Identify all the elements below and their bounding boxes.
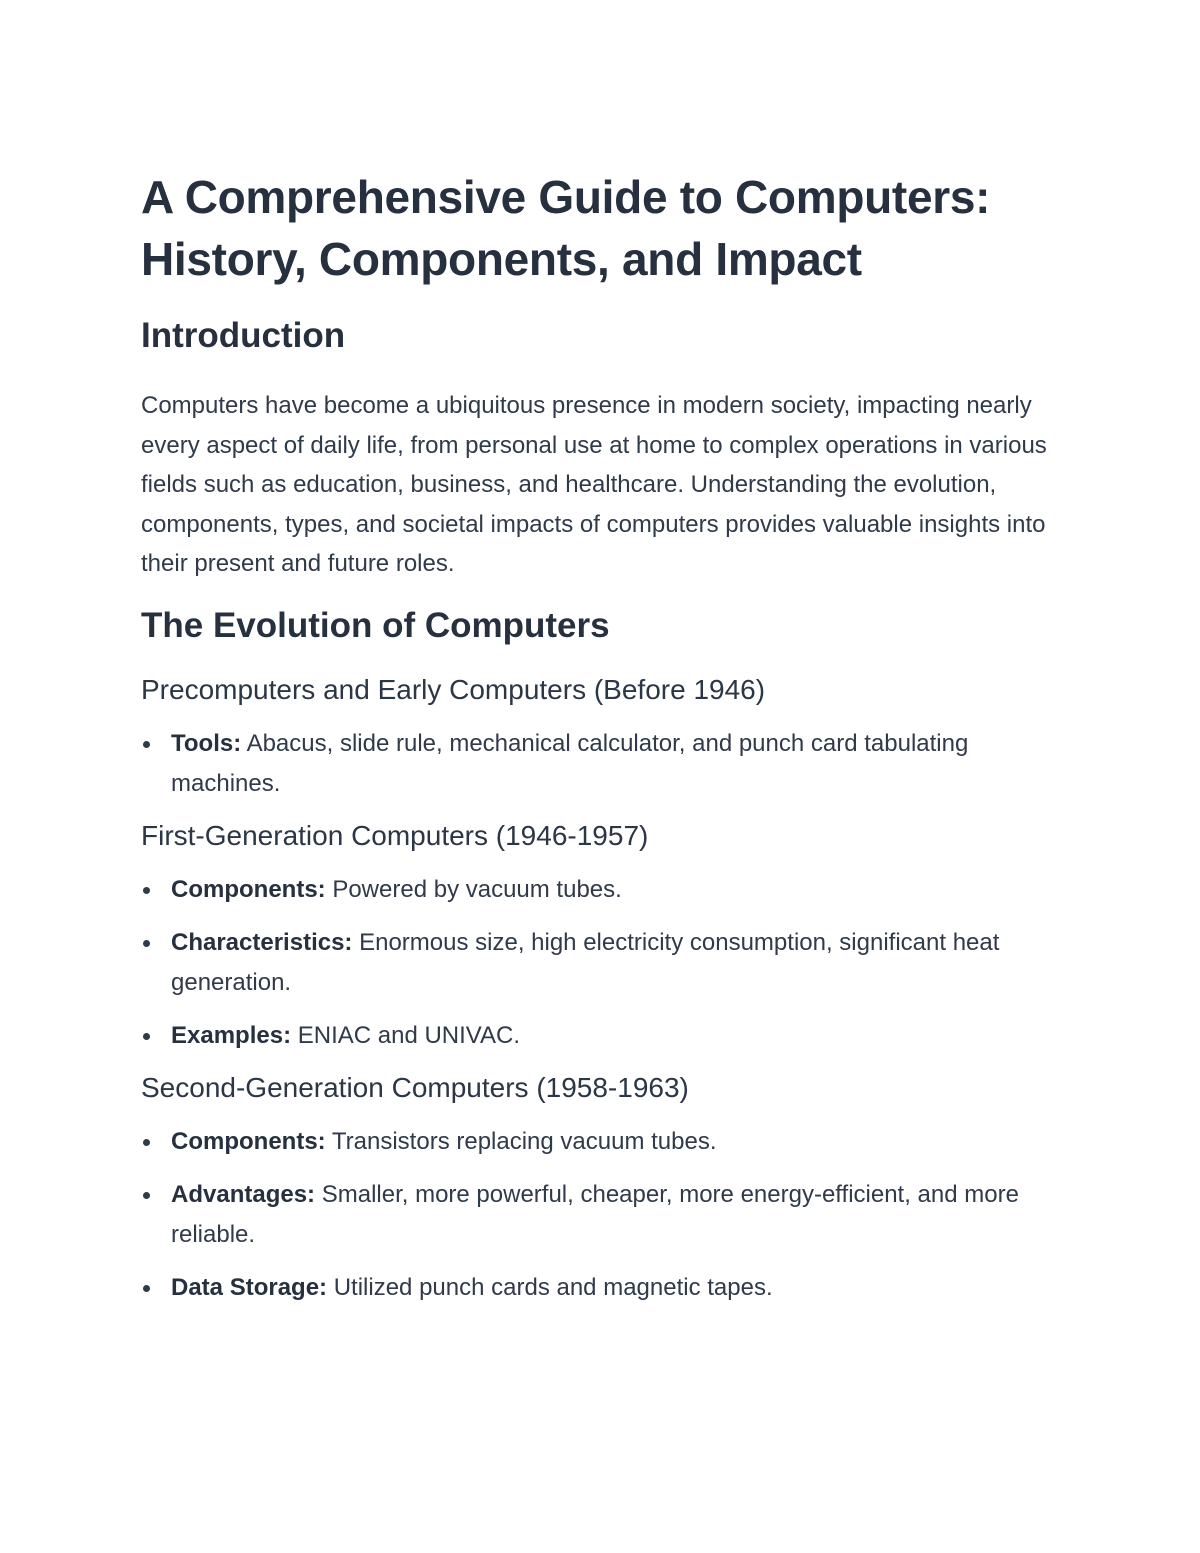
- subsection-heading-precomputers: Precomputers and Early Computers (Before 1946): [141, 673, 766, 705]
- list-item-label: Advantages:: [171, 1180, 316, 1208]
- bullet-dot-icon: [143, 1139, 150, 1146]
- list-item-label: Tools:: [171, 729, 242, 757]
- subsection-heading-first-generation: First-Generation Computers (1946-1957): [141, 819, 649, 851]
- list-item-text: Utilized punch cards and magnetic tapes.: [327, 1273, 773, 1301]
- bullet-list-precomputers: [141, 724, 1061, 804]
- list-item: [141, 870, 1061, 910]
- list-item: [141, 1016, 1061, 1056]
- list-item-text: Transistors replacing vacuum tubes.: [325, 1127, 717, 1155]
- list-item-label: Data Storage:: [171, 1273, 328, 1301]
- list-item-text: Powered by vacuum tubes.: [325, 875, 622, 903]
- bullet-list-first-generation: [141, 870, 1061, 1056]
- list-item-text: Enormous size, high electricity consumption, significant heat generation.: [171, 928, 1000, 996]
- bullet-dot-icon: [143, 1285, 150, 1292]
- list-item-text: Smaller, more powerful, cheaper, more energy-efficient, and more reliable.: [171, 1180, 1019, 1248]
- document-page: [141, 166, 1061, 1322]
- bullet-dot-icon: [143, 887, 150, 894]
- list-item: [141, 1268, 1061, 1308]
- list-item: [141, 724, 1061, 804]
- introduction-heading: Introduction: [141, 316, 346, 355]
- list-item: [141, 1122, 1061, 1162]
- document-title: A Comprehensive Guide to Computers: History, Components, and Impact: [141, 171, 991, 285]
- list-item-label: Components:: [171, 875, 326, 903]
- bullet-dot-icon: [143, 940, 150, 947]
- list-item-text: Abacus, slide rule, mechanical calculator, and punch card tabulating machines.: [171, 729, 969, 797]
- list-item: [141, 923, 1061, 1003]
- list-item-label: Characteristics:: [171, 928, 353, 956]
- list-item-label: Examples:: [171, 1021, 292, 1049]
- bullet-dot-icon: [143, 1192, 150, 1199]
- subsection-heading-second-generation: Second-Generation Computers (1958-1963): [141, 1071, 689, 1103]
- bullet-list-second-generation: [141, 1122, 1061, 1308]
- list-item: [141, 1175, 1061, 1255]
- evolution-heading: The Evolution of Computers: [141, 605, 610, 645]
- bullet-dot-icon: [143, 1033, 150, 1040]
- bullet-dot-icon: [143, 741, 150, 748]
- list-item-text: ENIAC and UNIVAC.: [291, 1021, 521, 1049]
- introduction-paragraph: Computers have become a ubiquitous presence in modern society, impacting nearly every aspect of daily life, from personal use at home to complex operations in various fields such as education, business, and healthcare. Understanding the evolution, components, types, and societal impacts of computers provides valuable insights into their present and future roles.: [141, 392, 1047, 577]
- list-item-label: Components:: [171, 1127, 326, 1155]
